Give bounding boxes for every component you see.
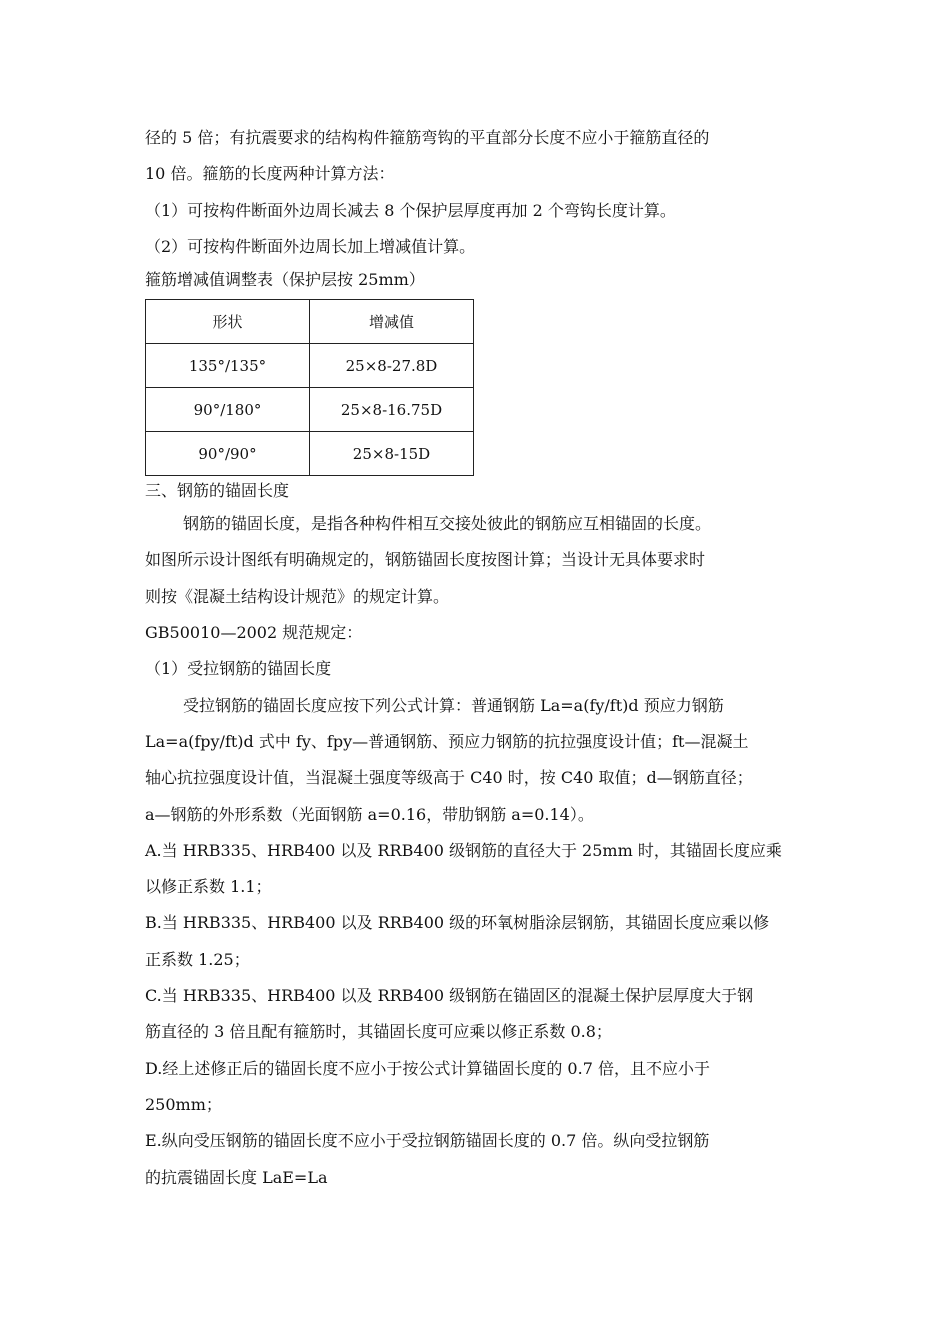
table-row: [146, 344, 474, 388]
list-item: 正系数 1.25；: [145, 949, 250, 969]
table-cell: 25×8-15D: [310, 432, 474, 476]
list-item: E.纵向受压钢筋的锚固长度不应小于受拉钢筋锚固长度的 0.7 倍。纵向受拉钢筋: [145, 1131, 710, 1151]
table-cell: 90°/180°: [146, 388, 310, 432]
text-line: 则按《混凝土结构设计规范》的规定计算。: [145, 586, 450, 606]
table-cell: 90°/90°: [146, 432, 310, 476]
text-line: 受拉钢筋的锚固长度应按下列公式计算：普通钢筋 La=a(fy/ft)d 预应力钢筋: [183, 695, 724, 715]
list-item: 的抗震锚固长度 LaE=La: [145, 1167, 328, 1187]
list-item: 筋直径的 3 倍且配有箍筋时，其锚固长度可应乘以修正系数 0.8；: [145, 1022, 612, 1042]
table-cell: 135°/135°: [146, 344, 310, 388]
table-header-value: 增减值: [310, 300, 474, 344]
section-title: 三、钢筋的锚固长度: [145, 481, 290, 501]
text-line: 10 倍。箍筋的长度两种计算方法：: [145, 164, 395, 184]
subsection-title: （1）受拉钢筋的锚固长度: [145, 659, 332, 679]
text-line: 如图所示设计图纸有明确规定的，钢筋锚固长度按图计算；当设计无具体要求时: [145, 550, 706, 570]
list-item: A.当 HRB335、HRB400 以及 RRB400 级钢筋的直径大于 25mm 时，其锚固长度应乘: [145, 840, 782, 860]
table-row: [146, 432, 474, 476]
text-line: a—钢筋的外形系数（光面钢筋 a=0.16，带肋钢筋 a=0.14）。: [145, 804, 594, 824]
list-item: C.当 HRB335、HRB400 以及 RRB400 级钢筋在锚固区的混凝土保护层厚度大于钢: [145, 986, 754, 1006]
text-line: 钢筋的锚固长度，是指各种构件相互交接处彼此的钢筋应互相锚固的长度。: [183, 514, 712, 534]
text-line: 径的 5 倍；有抗震要求的结构构件箍筋弯钩的平直部分长度不应小于箍筋直径的: [145, 128, 710, 147]
table-caption: 箍筋增减值调整表（保护层按 25mm）: [145, 270, 425, 290]
list-item: 250mm；: [145, 1094, 222, 1114]
table-cell: 25×8-16.75D: [310, 388, 474, 432]
gb-line: GB50010—2002 规范规定：: [145, 623, 363, 643]
text-line: 轴心抗拉强度设计值，当混凝土强度等级高于 C40 时，按 C40 取值；d—钢筋直径；: [145, 768, 753, 788]
table-header-shape: 形状: [146, 300, 310, 344]
list-item: 以修正系数 1.1；: [145, 877, 272, 897]
table-header-row: [146, 300, 474, 344]
table-cell: 25×8-27.8D: [310, 344, 474, 388]
list-item: D.经上述修正后的锚固长度不应小于按公式计算锚固长度的 0.7 倍，且不应小于: [145, 1058, 710, 1078]
text-line: （1）可按构件断面外边周长减去 8 个保护层厚度再加 2 个弯钩长度计算。: [145, 200, 676, 220]
document-body: [145, 120, 825, 1196]
table-row: [146, 388, 474, 432]
stirrup-adjustment-table: [145, 299, 474, 476]
text-line: La=a(fpy/ft)d 式中 fy、fpy—普通钢筋、预应力钢筋的抗拉强度设计值；ft—混凝土: [145, 731, 749, 751]
text-line: （2）可按构件断面外边周长加上增减值计算。: [145, 236, 476, 256]
list-item: B.当 HRB335、HRB400 以及 RRB400 级的环氧树脂涂层钢筋，其锚固长度应乘以修: [145, 913, 770, 933]
